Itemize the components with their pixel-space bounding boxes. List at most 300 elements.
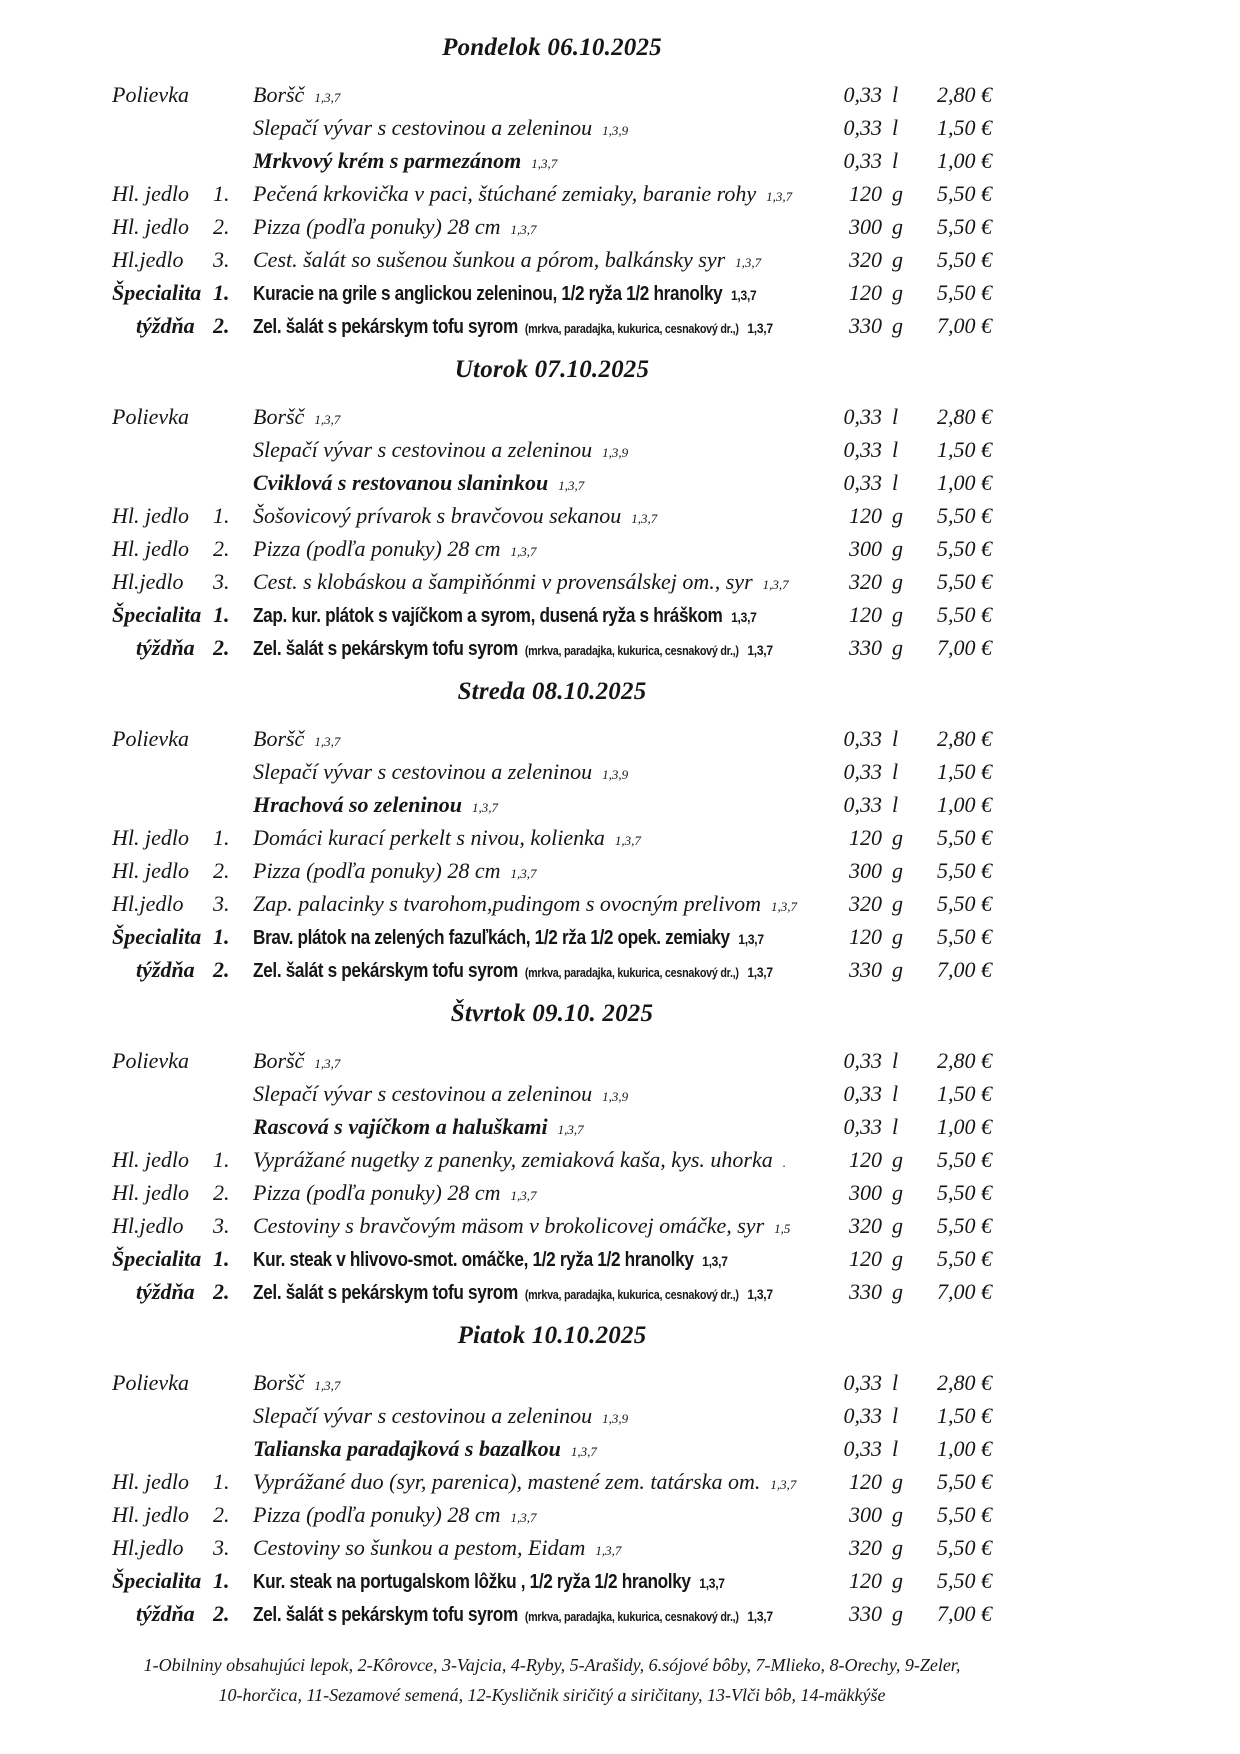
menu-row <box>0 887 1240 920</box>
portion-size: 120 <box>849 503 882 528</box>
portion-unit: g <box>892 1147 903 1172</box>
portion-unit: l <box>892 115 899 140</box>
row-number: 1. <box>213 1469 230 1494</box>
portion-size: 0,33 <box>843 437 882 462</box>
portion-unit: l <box>892 1370 899 1395</box>
dish-cell <box>253 1244 826 1278</box>
dish-wrap <box>253 1399 628 1435</box>
dish-cell <box>253 433 826 469</box>
row-label-cell <box>112 78 253 114</box>
dish-cell <box>253 1432 826 1468</box>
dish-wrap <box>253 565 789 601</box>
day-rows <box>0 400 1240 664</box>
allergen-codes: 1,3,7 <box>738 931 764 947</box>
portion-unit: g <box>892 247 903 272</box>
portion-unit: g <box>892 313 903 338</box>
row-label-cell <box>112 1465 253 1501</box>
row-number: 3. <box>213 569 230 594</box>
row-label: Hl. jedlo <box>112 825 189 850</box>
row-number: 1. <box>213 825 230 850</box>
dish-name: Kur. steak na portugalskom lôžku , 1/2 ryža 1/2 hranolky <box>253 1571 691 1593</box>
dish-name: Boršč <box>253 1370 305 1395</box>
allergen-codes: 1,3,9 <box>602 1089 629 1104</box>
portion-size: 0,33 <box>843 404 882 429</box>
menu-row <box>0 276 1240 309</box>
dish-wrap <box>253 1498 537 1534</box>
allergen-codes: 1,3,7 <box>531 156 558 171</box>
menu-row <box>0 1432 1240 1465</box>
dish-name: Zel. šalát s pekárskym tofu syrom <box>253 638 518 660</box>
row-label: Hl. jedlo <box>112 214 189 239</box>
portion-unit: g <box>892 602 903 627</box>
dish-wrap <box>253 177 792 213</box>
dish-sub-ingredients: (mrkva, paradajka, kukurica, cesnakový dr.,) <box>524 1288 739 1302</box>
menu-row <box>0 1498 1240 1531</box>
dish-cell <box>253 1209 826 1245</box>
row-label-cell <box>112 1275 253 1311</box>
row-label: týždňa <box>136 957 195 982</box>
row-label: Hl. jedlo <box>112 1502 189 1527</box>
dish-wrap <box>253 821 641 857</box>
row-number: 1. <box>213 1568 230 1593</box>
portion-size: 0,33 <box>843 792 882 817</box>
row-label-cell <box>112 532 253 568</box>
price: 5,50 € <box>937 1469 992 1494</box>
day-section <box>0 1319 1240 1630</box>
row-label: Hl. jedlo <box>112 503 189 528</box>
portion-unit: g <box>892 536 903 561</box>
price: 7,00 € <box>937 313 992 338</box>
allergen-legend <box>112 1650 992 1710</box>
allergen-codes: 1,3,7 <box>595 1543 622 1558</box>
price: 1,50 € <box>937 1403 992 1428</box>
dish-cell <box>253 499 826 535</box>
portion-size: 320 <box>849 1213 882 1238</box>
menu-row <box>0 598 1240 631</box>
dish-cell <box>253 466 826 502</box>
row-number: 3. <box>213 1213 230 1238</box>
dish-cell <box>253 565 826 601</box>
dish-cell <box>253 1044 826 1080</box>
row-label-cell <box>112 210 253 246</box>
dish-sub-ingredients: (mrkva, paradajka, kukurica, cesnakový dr.,) <box>524 966 739 980</box>
dish-cell <box>253 788 826 824</box>
row-label-cell <box>112 598 253 634</box>
menu-row <box>0 309 1240 342</box>
price: 5,50 € <box>937 825 992 850</box>
row-label-cell <box>112 887 253 923</box>
dish-cell <box>253 1277 826 1312</box>
dish-name: Talianska paradajková s bazalkou <box>253 1436 561 1461</box>
dish-cell <box>253 821 826 857</box>
day-title: Štvrtok 09.10. 2025 <box>450 1000 654 1027</box>
dish-cell <box>253 177 826 213</box>
portion-unit: g <box>892 214 903 239</box>
dish-cell <box>253 1465 826 1501</box>
menu-row <box>0 78 1240 111</box>
portion-size: 120 <box>849 1568 882 1593</box>
price: 5,50 € <box>937 602 992 627</box>
dish-name: Cest. s klobáskou a šampiňónmi v provensálskej om., syr <box>253 569 753 594</box>
row-number: 1. <box>213 181 230 206</box>
portion-unit: g <box>892 891 903 916</box>
row-label-cell <box>112 920 253 956</box>
allergen-codes: 1,3,7 <box>558 478 585 493</box>
row-label: Hl.jedlo <box>112 1535 184 1560</box>
row-label: Hl. jedlo <box>112 181 189 206</box>
portion-size: 300 <box>849 1502 882 1527</box>
price: 1,50 € <box>937 1081 992 1106</box>
portion-unit: l <box>892 148 899 173</box>
portion-size: 0,33 <box>843 1370 882 1395</box>
row-label: týždňa <box>136 1601 195 1626</box>
dish-name: Brav. plátok na zelených fazuľkách, 1/2 rža 1/2 opek. zemiaky <box>253 927 730 949</box>
dish-cell <box>253 1077 826 1113</box>
allergen-codes: 1,3,7 <box>747 1286 773 1302</box>
row-label: Polievka <box>112 1048 189 1073</box>
menu-row <box>0 499 1240 532</box>
dish-cell <box>253 532 826 568</box>
dish-name: Vyprážané nugetky z panenky, zemiaková kaša, kys. uhorka <box>253 1147 773 1172</box>
dish-wrap <box>253 1110 584 1146</box>
row-label-cell <box>112 1531 253 1567</box>
row-label: Hl. jedlo <box>112 536 189 561</box>
dish-cell <box>253 887 826 923</box>
day-section <box>0 997 1240 1308</box>
row-label-cell <box>112 1564 253 1600</box>
row-label: Hl. jedlo <box>112 1180 189 1205</box>
portion-size: 320 <box>849 1535 882 1560</box>
menu-days <box>0 31 1240 1630</box>
dish-sub-ingredients: (mrkva, paradajka, kukurica, cesnakový dr.,) <box>524 644 739 658</box>
allergen-codes: 1,3,7 <box>770 899 797 914</box>
price: 5,50 € <box>937 924 992 949</box>
row-label: týždňa <box>136 1279 195 1304</box>
day-title: Streda 08.10.2025 <box>457 678 647 705</box>
dish-name: Slepačí vývar s cestovinou a zeleninou <box>253 115 593 140</box>
portion-size: 330 <box>849 1279 882 1304</box>
dish-wrap <box>253 111 628 147</box>
portion-size: 300 <box>849 214 882 239</box>
price: 5,50 € <box>937 1147 992 1172</box>
dish-name: Kuracie na grile s anglickou zeleninou, 1/2 ryža 1/2 hranolky <box>253 283 723 305</box>
row-label-cell <box>112 854 253 890</box>
allergen-codes: 1,3,7 <box>472 800 499 815</box>
dish-name: Zel. šalát s pekárskym tofu syrom <box>253 960 518 982</box>
allergen-codes: 1,3,7 <box>570 1444 597 1459</box>
row-label-cell <box>112 1143 253 1179</box>
portion-size: 300 <box>849 1180 882 1205</box>
portion-unit: g <box>892 181 903 206</box>
allergen-legend-line-2: 10-horčica, 11-Sezamové semená, 12-Kysličnik siričitý a siričitany, 13-Vlči bôb, 14-mäkkýše <box>218 1685 886 1705</box>
dish-name: Boršč <box>253 404 305 429</box>
row-label: Hl.jedlo <box>112 247 184 272</box>
menu-row <box>0 920 1240 953</box>
portion-unit: g <box>892 1469 903 1494</box>
portion-unit: l <box>892 1048 899 1073</box>
allergen-codes: 1,3,7 <box>747 320 773 336</box>
portion-unit: g <box>892 280 903 305</box>
portion-unit: g <box>892 1246 903 1271</box>
portion-size: 320 <box>849 247 882 272</box>
portion-unit: g <box>892 1213 903 1238</box>
allergen-codes: 1,3,9 <box>602 767 629 782</box>
price: 2,80 € <box>937 1048 992 1073</box>
dish-wrap <box>253 311 773 346</box>
price: 5,50 € <box>937 247 992 272</box>
row-number: 1. <box>213 503 230 528</box>
portion-unit: g <box>892 1601 903 1626</box>
menu-row <box>0 631 1240 664</box>
portion-unit: g <box>892 503 903 528</box>
dish-cell <box>253 1366 826 1402</box>
row-label-cell <box>112 1597 253 1633</box>
dish-wrap <box>253 1209 790 1245</box>
portion-unit: g <box>892 1568 903 1593</box>
dish-wrap <box>253 144 557 180</box>
portion-size: 0,33 <box>843 82 882 107</box>
allergen-codes: 1,3,7 <box>614 833 641 848</box>
dish-name: Slepačí vývar s cestovinou a zeleninou <box>253 437 593 462</box>
portion-size: 120 <box>849 181 882 206</box>
dish-wrap <box>253 1176 537 1212</box>
portion-size: 320 <box>849 891 882 916</box>
portion-unit: g <box>892 1180 903 1205</box>
portion-size: 120 <box>849 1469 882 1494</box>
price: 5,50 € <box>937 1246 992 1271</box>
dish-cell <box>253 1531 826 1567</box>
row-number: 2. <box>213 1180 230 1205</box>
menu-row <box>0 400 1240 433</box>
dish-wrap <box>253 1244 728 1278</box>
portion-size: 120 <box>849 825 882 850</box>
row-label-cell <box>112 1209 253 1245</box>
menu-row <box>0 111 1240 144</box>
portion-unit: g <box>892 1279 903 1304</box>
portion-size: 120 <box>849 1246 882 1271</box>
portion-unit: l <box>892 726 899 751</box>
row-label-cell <box>112 821 253 857</box>
dish-wrap <box>253 633 773 668</box>
dish-cell <box>253 600 826 634</box>
dish-name: Zel. šalát s pekárskym tofu syrom <box>253 1282 518 1304</box>
allergen-codes: 1,3,7 <box>762 577 789 592</box>
row-number: 2. <box>213 858 230 883</box>
dish-wrap <box>253 278 756 312</box>
dish-cell <box>253 1599 826 1634</box>
dish-cell <box>253 278 826 312</box>
row-label-cell <box>112 565 253 601</box>
price: 2,80 € <box>937 404 992 429</box>
dish-wrap <box>253 78 340 114</box>
allergen-codes: 1,3,7 <box>730 287 757 303</box>
dish-cell <box>253 755 826 791</box>
price: 1,50 € <box>937 437 992 462</box>
portion-unit: l <box>892 437 899 462</box>
day-section <box>0 31 1240 342</box>
dish-wrap <box>253 1366 340 1402</box>
dish-wrap <box>253 755 628 791</box>
dish-name: Vyprážané duo (syr, parenica), mastené zem. tatárska om. <box>253 1469 761 1494</box>
allergen-codes: 1,3,7 <box>747 1608 773 1624</box>
allergen-codes: 1,3,7 <box>731 609 757 625</box>
dish-cell <box>253 722 826 758</box>
price: 5,50 € <box>937 280 992 305</box>
dish-name: Slepačí vývar s cestovinou a zeleninou <box>253 1403 593 1428</box>
portion-unit: l <box>892 759 899 784</box>
portion-unit: g <box>892 858 903 883</box>
dish-wrap <box>253 433 628 469</box>
dish-wrap <box>253 499 657 535</box>
menu-row <box>0 1275 1240 1308</box>
row-number: 2. <box>213 536 230 561</box>
menu-row <box>0 177 1240 210</box>
dish-name: Šošovicový prívarok s bravčovou sekanou <box>253 503 622 528</box>
allergen-codes: 1,3,7 <box>770 1477 797 1492</box>
menu-row <box>0 1531 1240 1564</box>
row-label: Špecialita <box>112 602 202 627</box>
dish-wrap <box>253 400 340 436</box>
price: 5,50 € <box>937 536 992 561</box>
row-label: Špecialita <box>112 1568 202 1593</box>
dish-sub-ingredients: (mrkva, paradajka, kukurica, cesnakový dr.,) <box>524 322 739 336</box>
row-label: Hl.jedlo <box>112 569 184 594</box>
dish-name: Boršč <box>253 82 305 107</box>
price: 5,50 € <box>937 1213 992 1238</box>
portion-size: 0,33 <box>843 1081 882 1106</box>
dish-name: Pizza (podľa ponuky) 28 cm <box>253 1180 501 1205</box>
row-number: 3. <box>213 891 230 916</box>
dish-cell <box>253 1498 826 1534</box>
price: 7,00 € <box>937 957 992 982</box>
dish-name: Pizza (podľa ponuky) 28 cm <box>253 858 501 883</box>
allergen-codes: . <box>782 1155 786 1170</box>
menu-row <box>0 1242 1240 1275</box>
row-label-cell <box>112 953 253 989</box>
dish-cell <box>253 400 826 436</box>
dish-name: Cestoviny s bravčovým mäsom v brokolicovej omáčke, syr <box>253 1213 765 1238</box>
portion-size: 330 <box>849 635 882 660</box>
price: 1,00 € <box>937 1436 992 1461</box>
dish-wrap <box>253 243 761 279</box>
menu-row <box>0 1465 1240 1498</box>
portion-size: 0,33 <box>843 1048 882 1073</box>
dish-name: Slepačí vývar s cestovinou a zeleninou <box>253 759 593 784</box>
row-label: Špecialita <box>112 924 202 949</box>
row-label-cell <box>112 1498 253 1534</box>
day-title: Utorok 07.10.2025 <box>454 356 650 383</box>
allergen-codes: 1,3,7 <box>314 1378 341 1393</box>
row-label-cell <box>112 631 253 667</box>
row-label: Hl.jedlo <box>112 891 184 916</box>
portion-unit: g <box>892 635 903 660</box>
price: 5,50 € <box>937 214 992 239</box>
row-label: Polievka <box>112 726 189 751</box>
dish-cell <box>253 243 826 279</box>
menu-row <box>0 821 1240 854</box>
dish-name: Rascová s vajíčkom a haluškami <box>253 1114 548 1139</box>
portion-unit: g <box>892 1535 903 1560</box>
price: 2,80 € <box>937 1370 992 1395</box>
menu-row <box>0 243 1240 276</box>
allergen-codes: 1,3,9 <box>602 1411 629 1426</box>
dish-name: Zap. palacinky s tvarohom,pudingom s ovocným prelivom <box>253 891 761 916</box>
row-number: 2. <box>213 1279 230 1304</box>
row-label: Hl. jedlo <box>112 858 189 883</box>
dish-wrap <box>253 1044 340 1080</box>
dish-wrap <box>253 788 498 824</box>
allergen-codes: 1,3,7 <box>631 511 658 526</box>
allergen-codes: 1,5 <box>774 1221 791 1236</box>
dish-cell <box>253 955 826 990</box>
price: 2,80 € <box>937 726 992 751</box>
portion-size: 120 <box>849 1147 882 1172</box>
day-section <box>0 353 1240 664</box>
allergen-codes: 1,3,7 <box>510 1510 537 1525</box>
row-label-cell <box>112 499 253 535</box>
row-number: 2. <box>213 214 230 239</box>
portion-unit: l <box>892 404 899 429</box>
allergen-codes: 1,3,7 <box>510 866 537 881</box>
menu-row <box>0 788 1240 821</box>
menu-row <box>0 1209 1240 1242</box>
menu-row <box>0 466 1240 499</box>
dish-name: Zel. šalát s pekárskym tofu syrom <box>253 1604 518 1626</box>
menu-row <box>0 1597 1240 1630</box>
dish-cell <box>253 1399 826 1435</box>
price: 1,50 € <box>937 759 992 784</box>
allergen-codes: 1,3,7 <box>510 544 537 559</box>
day-rows <box>0 1044 1240 1308</box>
row-label: Polievka <box>112 1370 189 1395</box>
allergen-codes: 1,3,7 <box>747 642 773 658</box>
dish-cell <box>253 1143 826 1179</box>
allergen-codes: 1,3,7 <box>510 222 537 237</box>
menu-row <box>0 854 1240 887</box>
dish-name: Cest. šalát so sušenou šunkou a pórom, balkánsky syr <box>253 247 726 272</box>
dish-name: Zap. kur. plátok s vajíčkom a syrom, dusená ryža s hráškom <box>253 605 723 627</box>
portion-unit: g <box>892 569 903 594</box>
menu-row <box>0 565 1240 598</box>
row-label-cell <box>112 1176 253 1212</box>
dish-wrap <box>253 1277 773 1312</box>
price: 1,00 € <box>937 1114 992 1139</box>
dish-cell <box>253 1176 826 1212</box>
price: 5,50 € <box>937 181 992 206</box>
dish-wrap <box>253 854 537 890</box>
row-label: týždňa <box>136 635 195 660</box>
dish-name: Cestoviny so šunkou a pestom, Eidam <box>253 1535 586 1560</box>
portion-size: 0,33 <box>843 1403 882 1428</box>
dish-wrap <box>253 722 340 758</box>
menu-row <box>0 144 1240 177</box>
menu-row <box>0 210 1240 243</box>
price: 7,00 € <box>937 635 992 660</box>
dish-name: Zel. šalát s pekárskym tofu syrom <box>253 316 518 338</box>
dish-cell <box>253 1110 826 1146</box>
day-title: Piatok 10.10.2025 <box>457 1322 647 1349</box>
dish-cell <box>253 854 826 890</box>
dish-wrap <box>253 955 773 990</box>
dish-name: Hrachová so zeleninou <box>253 792 463 817</box>
dish-name: Pečená krkovička v paci, štúchané zemiaky, baranie rohy <box>253 181 757 206</box>
allergen-codes: 1,3,7 <box>747 964 773 980</box>
allergen-codes: 1,3,7 <box>314 90 341 105</box>
day-rows <box>0 78 1240 342</box>
price: 1,00 € <box>937 148 992 173</box>
dish-cell <box>253 922 826 956</box>
row-number: 2. <box>213 1601 230 1626</box>
